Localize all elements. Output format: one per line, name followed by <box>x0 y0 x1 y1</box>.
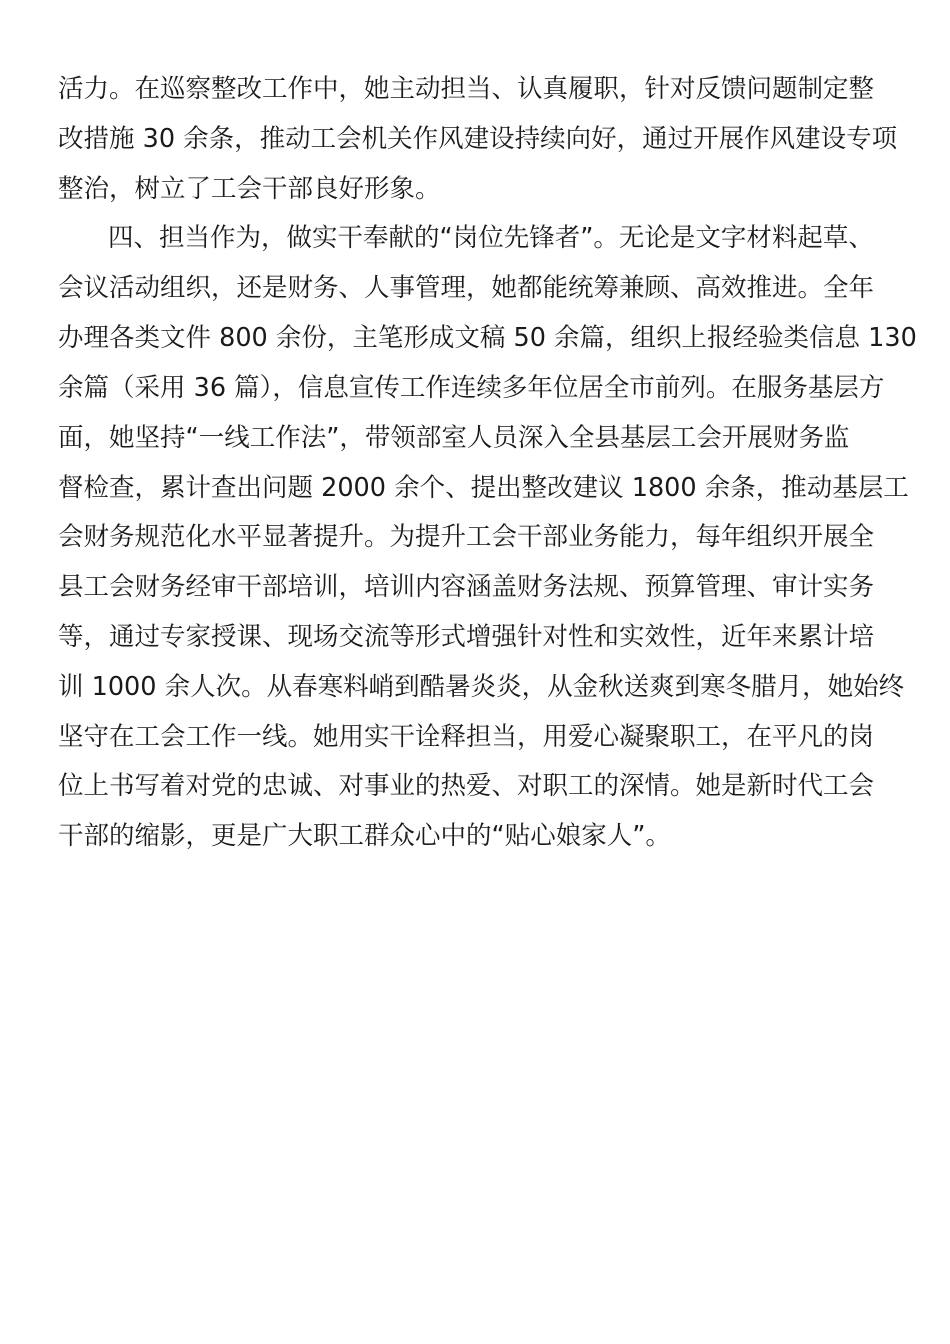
text-line-2: 改措施 30 余条，推动工会机关作风建设持续向好，通过开展作风建设专项 <box>58 124 898 154</box>
text-line-16: 干部的缩影，更是广大职工群众心中的“贴心娘家人”。 <box>58 821 671 851</box>
text-line-6: 办理各类文件 800 余份，主笔形成文稿 50 余篇，组织上报经验类信息 130 <box>58 323 917 353</box>
paragraph-heading-line: 四、担当作为，做实干奉献的“岗位先锋者”。无论是文字材料起草、 <box>108 223 874 253</box>
text-line-10: 会财务规范化水平显著提升。为提升工会干部业务能力，每年组织开展全 <box>58 522 875 552</box>
text-line-12: 等，通过专家授课、现场交流等形式增强针对性和实效性，近年来累计培 <box>58 622 875 652</box>
text-line-14: 坚守在工会工作一线。她用实干诠释担当，用爱心凝聚职工，在平凡的岗 <box>58 722 875 752</box>
text-line-13: 训 1000 余人次。从春寒料峭到酷暑炎炎，从金秋送爽到寒冬腊月，她始终 <box>58 672 905 702</box>
text-line-9: 督检查，累计查出问题 2000 余个、提出整改建议 1800 余条，推动基层工 <box>58 473 909 503</box>
text-line-15: 位上书写着对党的忠诚、对事业的热爱、对职工的深情。她是新时代工会 <box>58 771 875 801</box>
text-line-8: 面，她坚持“一线工作法”，带领部室人员深入全县基层工会开展财务监 <box>58 423 850 453</box>
text-line-3: 整治，树立了工会干部良好形象。 <box>58 174 441 204</box>
text-line-11: 县工会财务经审干部培训，培训内容涵盖财务法规、预算管理、审计实务 <box>58 572 875 602</box>
text-line-7: 余篇（采用 36 篇），信息宣传工作连续多年位居全市前列。在服务基层方 <box>58 373 885 403</box>
text-line-1: 活力。在巡察整改工作中，她主动担当、认真履职，针对反馈问题制定整 <box>58 74 875 104</box>
text-line-5: 会议活动组织，还是财务、人事管理，她都能统筹兼顾、高效推进。全年 <box>58 273 875 303</box>
